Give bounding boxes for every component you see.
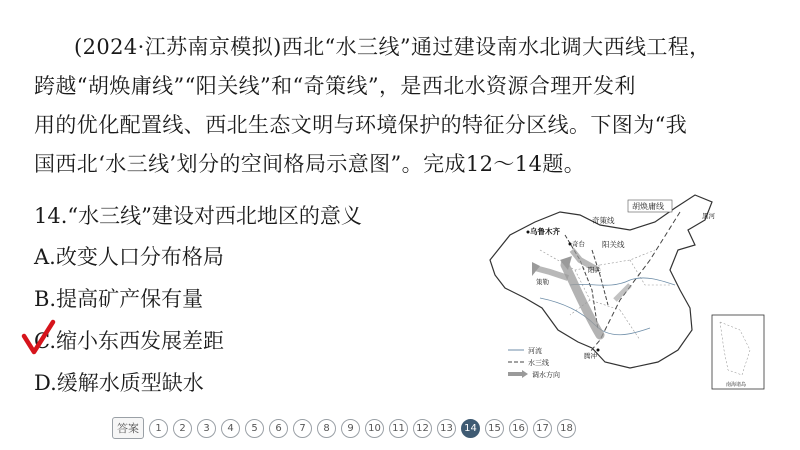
question-nav-10[interactable]: 10 xyxy=(365,419,384,438)
transfer-arrow xyxy=(565,265,600,335)
label-qitai: 奇台 xyxy=(572,240,585,248)
legend-river: 河流 xyxy=(528,347,542,355)
passage-line: 用的优化配置线、西北生态文明与环境保护的特征分区线。下图为“我 xyxy=(34,113,688,137)
question-nav-18[interactable]: 18 xyxy=(557,419,576,438)
label-cele: 策勒 xyxy=(536,278,549,286)
inset-label: 南海诸岛 xyxy=(726,382,747,388)
label-yangguan: 阳关线 xyxy=(602,240,625,249)
question-nav-1[interactable]: 1 xyxy=(149,419,168,438)
passage-line: 国西北‘水三线’划分的空间格局示意图”。完成12～14题。 xyxy=(34,152,586,176)
option-c[interactable]: C.缩小东西发展差距 xyxy=(34,329,224,353)
question-nav-11[interactable]: 11 xyxy=(389,419,408,438)
label-yangguan-place: 阳关 xyxy=(588,266,601,274)
answer-navigation xyxy=(112,417,576,439)
inset-frame xyxy=(712,315,764,389)
label-heihe: 黑河 xyxy=(702,212,715,220)
question-nav-6[interactable]: 6 xyxy=(269,419,288,438)
china-water-map xyxy=(480,190,780,400)
passage xyxy=(34,28,779,184)
question-nav-17[interactable]: 17 xyxy=(533,419,552,438)
river xyxy=(570,278,675,285)
province-lines xyxy=(540,250,670,340)
label-qice: 奇策线 xyxy=(592,216,615,225)
transfer-arrow xyxy=(615,285,630,300)
label-tengchong: 腾冲 xyxy=(584,352,597,360)
question-nav-2[interactable]: 2 xyxy=(173,419,192,438)
question-nav-9[interactable]: 9 xyxy=(341,419,360,438)
legend-transfer: 调水方向 xyxy=(532,371,560,379)
yangguan-line xyxy=(592,250,608,305)
option-a[interactable]: A.改变人口分布格局 xyxy=(34,245,224,269)
question-nav-12[interactable]: 12 xyxy=(413,419,432,438)
label-urumqi: 乌鲁木齐 xyxy=(530,227,560,236)
option-list xyxy=(34,236,224,404)
question-nav-3[interactable]: 3 xyxy=(197,419,216,438)
question-stem: 14.“水三线”建设对西北地区的意义 xyxy=(34,204,362,228)
passage-line: (2024·江苏南京模拟)西北“水三线”通过建设南水北调大西线工程， xyxy=(74,35,711,59)
question-nav-16[interactable]: 16 xyxy=(509,419,528,438)
check-mark-icon xyxy=(20,318,56,358)
map-legend xyxy=(508,346,560,379)
question-nav-15[interactable]: 15 xyxy=(485,419,504,438)
question-nav-7[interactable]: 7 xyxy=(293,419,312,438)
question-nav-5[interactable]: 5 xyxy=(245,419,264,438)
option-b[interactable]: B.提高矿产保有量 xyxy=(34,287,204,311)
answer-label[interactable]: 答案 xyxy=(112,417,144,439)
question-nav-4[interactable]: 4 xyxy=(221,419,240,438)
question-nav-13[interactable]: 13 xyxy=(437,419,456,438)
option-d[interactable]: D.缓解水质型缺水 xyxy=(34,371,204,395)
question-nav-14-active[interactable]: 14 xyxy=(461,419,480,438)
passage-line: 跨越“胡焕庸线”“阳关线”和“奇策线”，是西北水资源合理开发利 xyxy=(34,74,636,98)
label-hu-huanyong: 胡焕庸线 xyxy=(632,202,664,211)
question-nav-8[interactable]: 8 xyxy=(317,419,336,438)
legend-water-line: 水三线 xyxy=(528,359,549,367)
